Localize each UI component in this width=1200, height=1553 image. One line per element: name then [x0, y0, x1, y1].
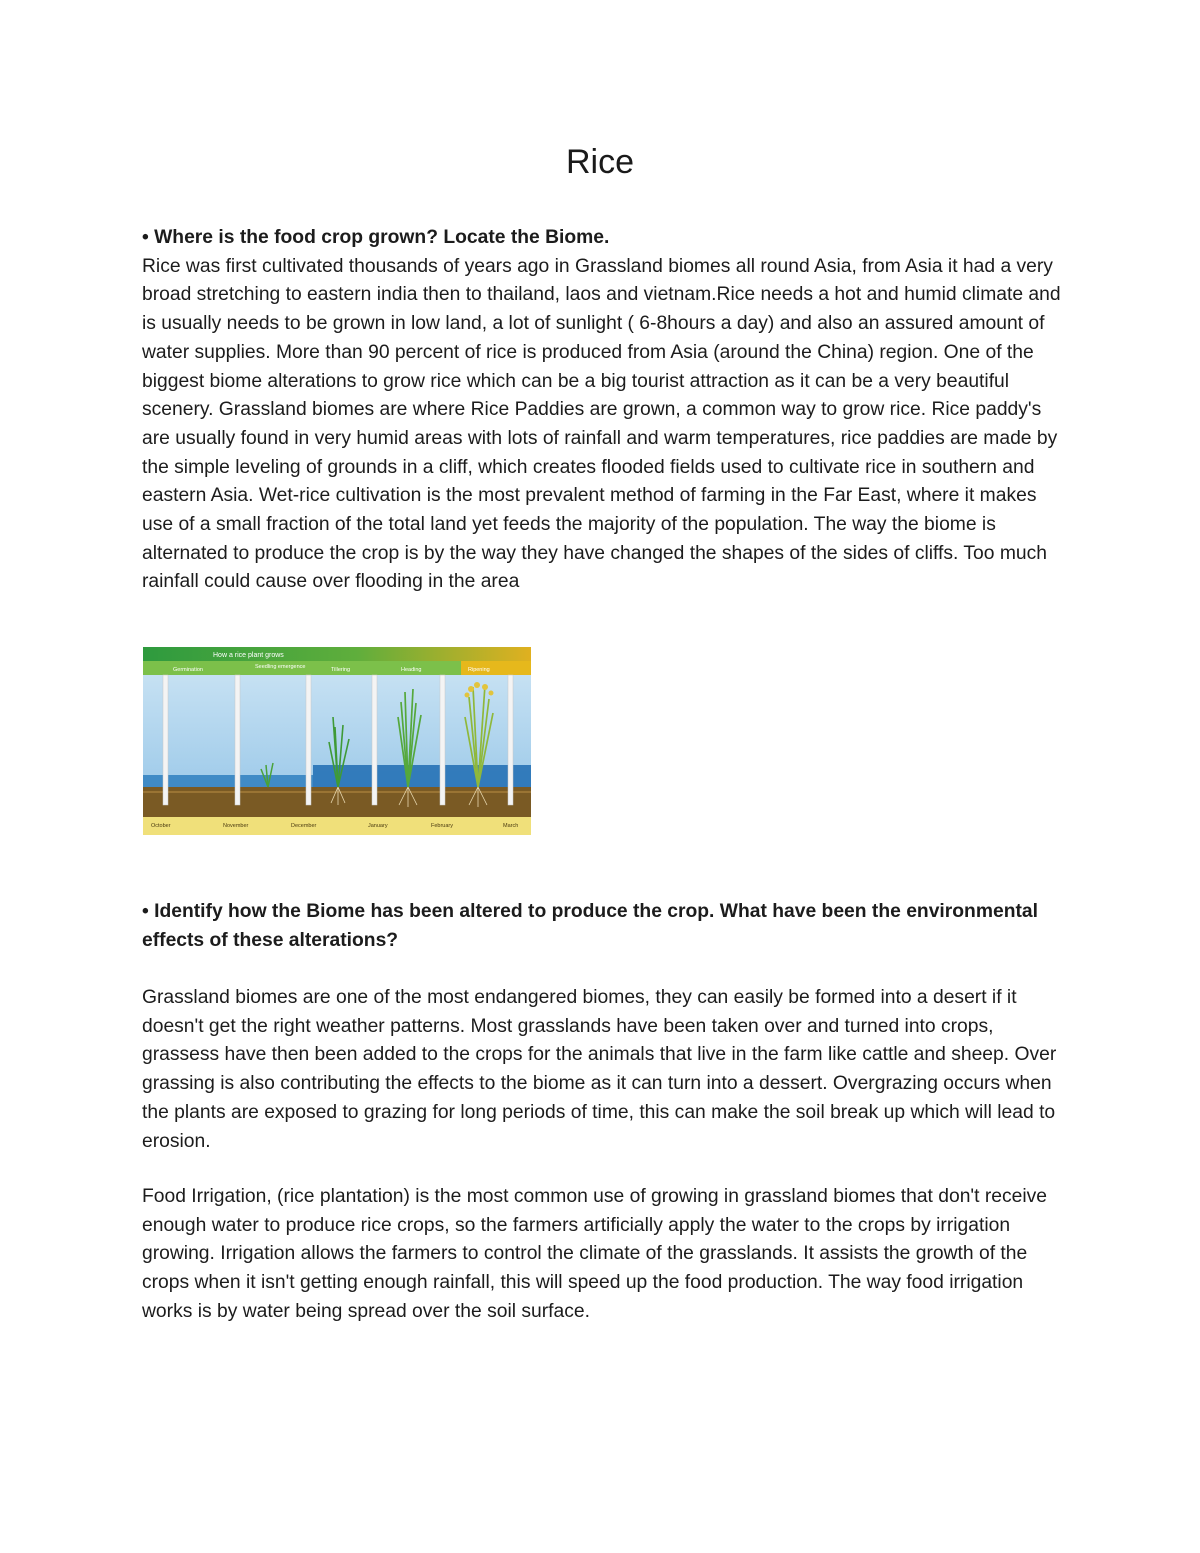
- month-3: December: [291, 823, 317, 829]
- section-2-paragraph-2: Food Irrigation, (rice plantation) is the most common use of growing in grassland biomes that don't receive enough water to produce rice crops, so the farmers artificially apply the water to the crops by irrigation growing. Irrigation allows the farmers to control the climate of the grasslands. It assists the growth of the crops when it isn't getting enough rainfall, this will speed up the food production. The way food irrigation works is by water being spread over the soil surface.: [142, 1186, 1047, 1322]
- month-2: November: [223, 823, 249, 829]
- stage-label-5: Ripening: [468, 667, 490, 673]
- page-title: Rice: [565, 143, 635, 181]
- section-2-paragraph-1: Grassland biomes are one of the most endangered biomes, they can easily be formed into a desert if it doesn't get the right weather patterns. Most grasslands have been taken over and turned into crops, grassess have then been added to the crops for the animals that live in the farm like cattle and sheep. Over grassing is also contributing the effects to the biome as it can turn into a dessert. Overgrazing occurs when the plants are exposed to grazing for long periods of time, this can make the soil break up which will lead to erosion.: [142, 987, 1057, 1152]
- gauge-pole-3: [306, 675, 311, 805]
- section-2: [142, 898, 1072, 955]
- water-right: [313, 765, 531, 787]
- month-5: February: [431, 823, 454, 829]
- water-left: [143, 775, 313, 787]
- month-4: January: [368, 823, 388, 829]
- month-6: March: [503, 823, 519, 829]
- stage-label-1: Germination: [173, 667, 203, 673]
- month-band: [143, 817, 531, 835]
- stage-label-3: Tillering: [331, 667, 351, 673]
- section-2-paragraph-2-wrap: [142, 1183, 1072, 1327]
- gauge-pole-6: [508, 675, 513, 805]
- section-2-paragraph-1-wrap: [142, 984, 1072, 1156]
- gauge-pole-1: [163, 675, 168, 805]
- rice-growth-figure: [143, 647, 531, 835]
- section-2-question: • Identify how the Biome has been altered to produce the crop. What have been the environmental effects of these alterations?: [142, 901, 1038, 951]
- month-1: October: [151, 823, 171, 829]
- gauge-pole-5: [440, 675, 445, 805]
- figure-header-band: [143, 647, 531, 661]
- stage-label-4: Heading: [401, 667, 422, 673]
- gauge-pole-4: [372, 675, 377, 805]
- gauge-pole-2: [235, 675, 240, 805]
- figure-header-text: How a rice plant grows: [213, 652, 284, 659]
- section-1-question: • Where is the food crop grown? Locate the Biome.: [142, 227, 610, 248]
- section-1-paragraph: Rice was first cultivated thousands of years ago in Grassland biomes all round Asia, from Asia it had a very broad stretching to eastern india then to thailand, laos and vietnam.Rice needs a hot and humid climate and is usually needs to be grown in low land, a lot of sunlight ( 6-8hours a day) and also an assured amount of water supplies. More than 90 percent of rice is produced from Asia (around the China) region. One of the biggest biome alterations to grow rice which can be a big tourist attraction as it can be a very beautiful scenery. Grassland biomes are where Rice Paddies are grown, a common way to grow rice. Rice paddy's are usually found in very humid areas with lots of rainfall and warm temperatures, rice paddies are made by the simple leveling of grounds in a cliff, which creates flooded fields used to cultivate rice in southern and eastern Asia. Wet-rice cultivation is the most prevalent method of farming in the Far East, where it makes use of a small fraction of the total land yet feeds the majority of the population. The way the biome is alternated to produce the crop is by the way they have changed the shapes of the sides of cliffs. Too much rainfall could cause over flooding in the area: [142, 255, 1061, 593]
- section-1: [142, 224, 1072, 597]
- stage-label-2: Seedling emergence: [255, 664, 306, 670]
